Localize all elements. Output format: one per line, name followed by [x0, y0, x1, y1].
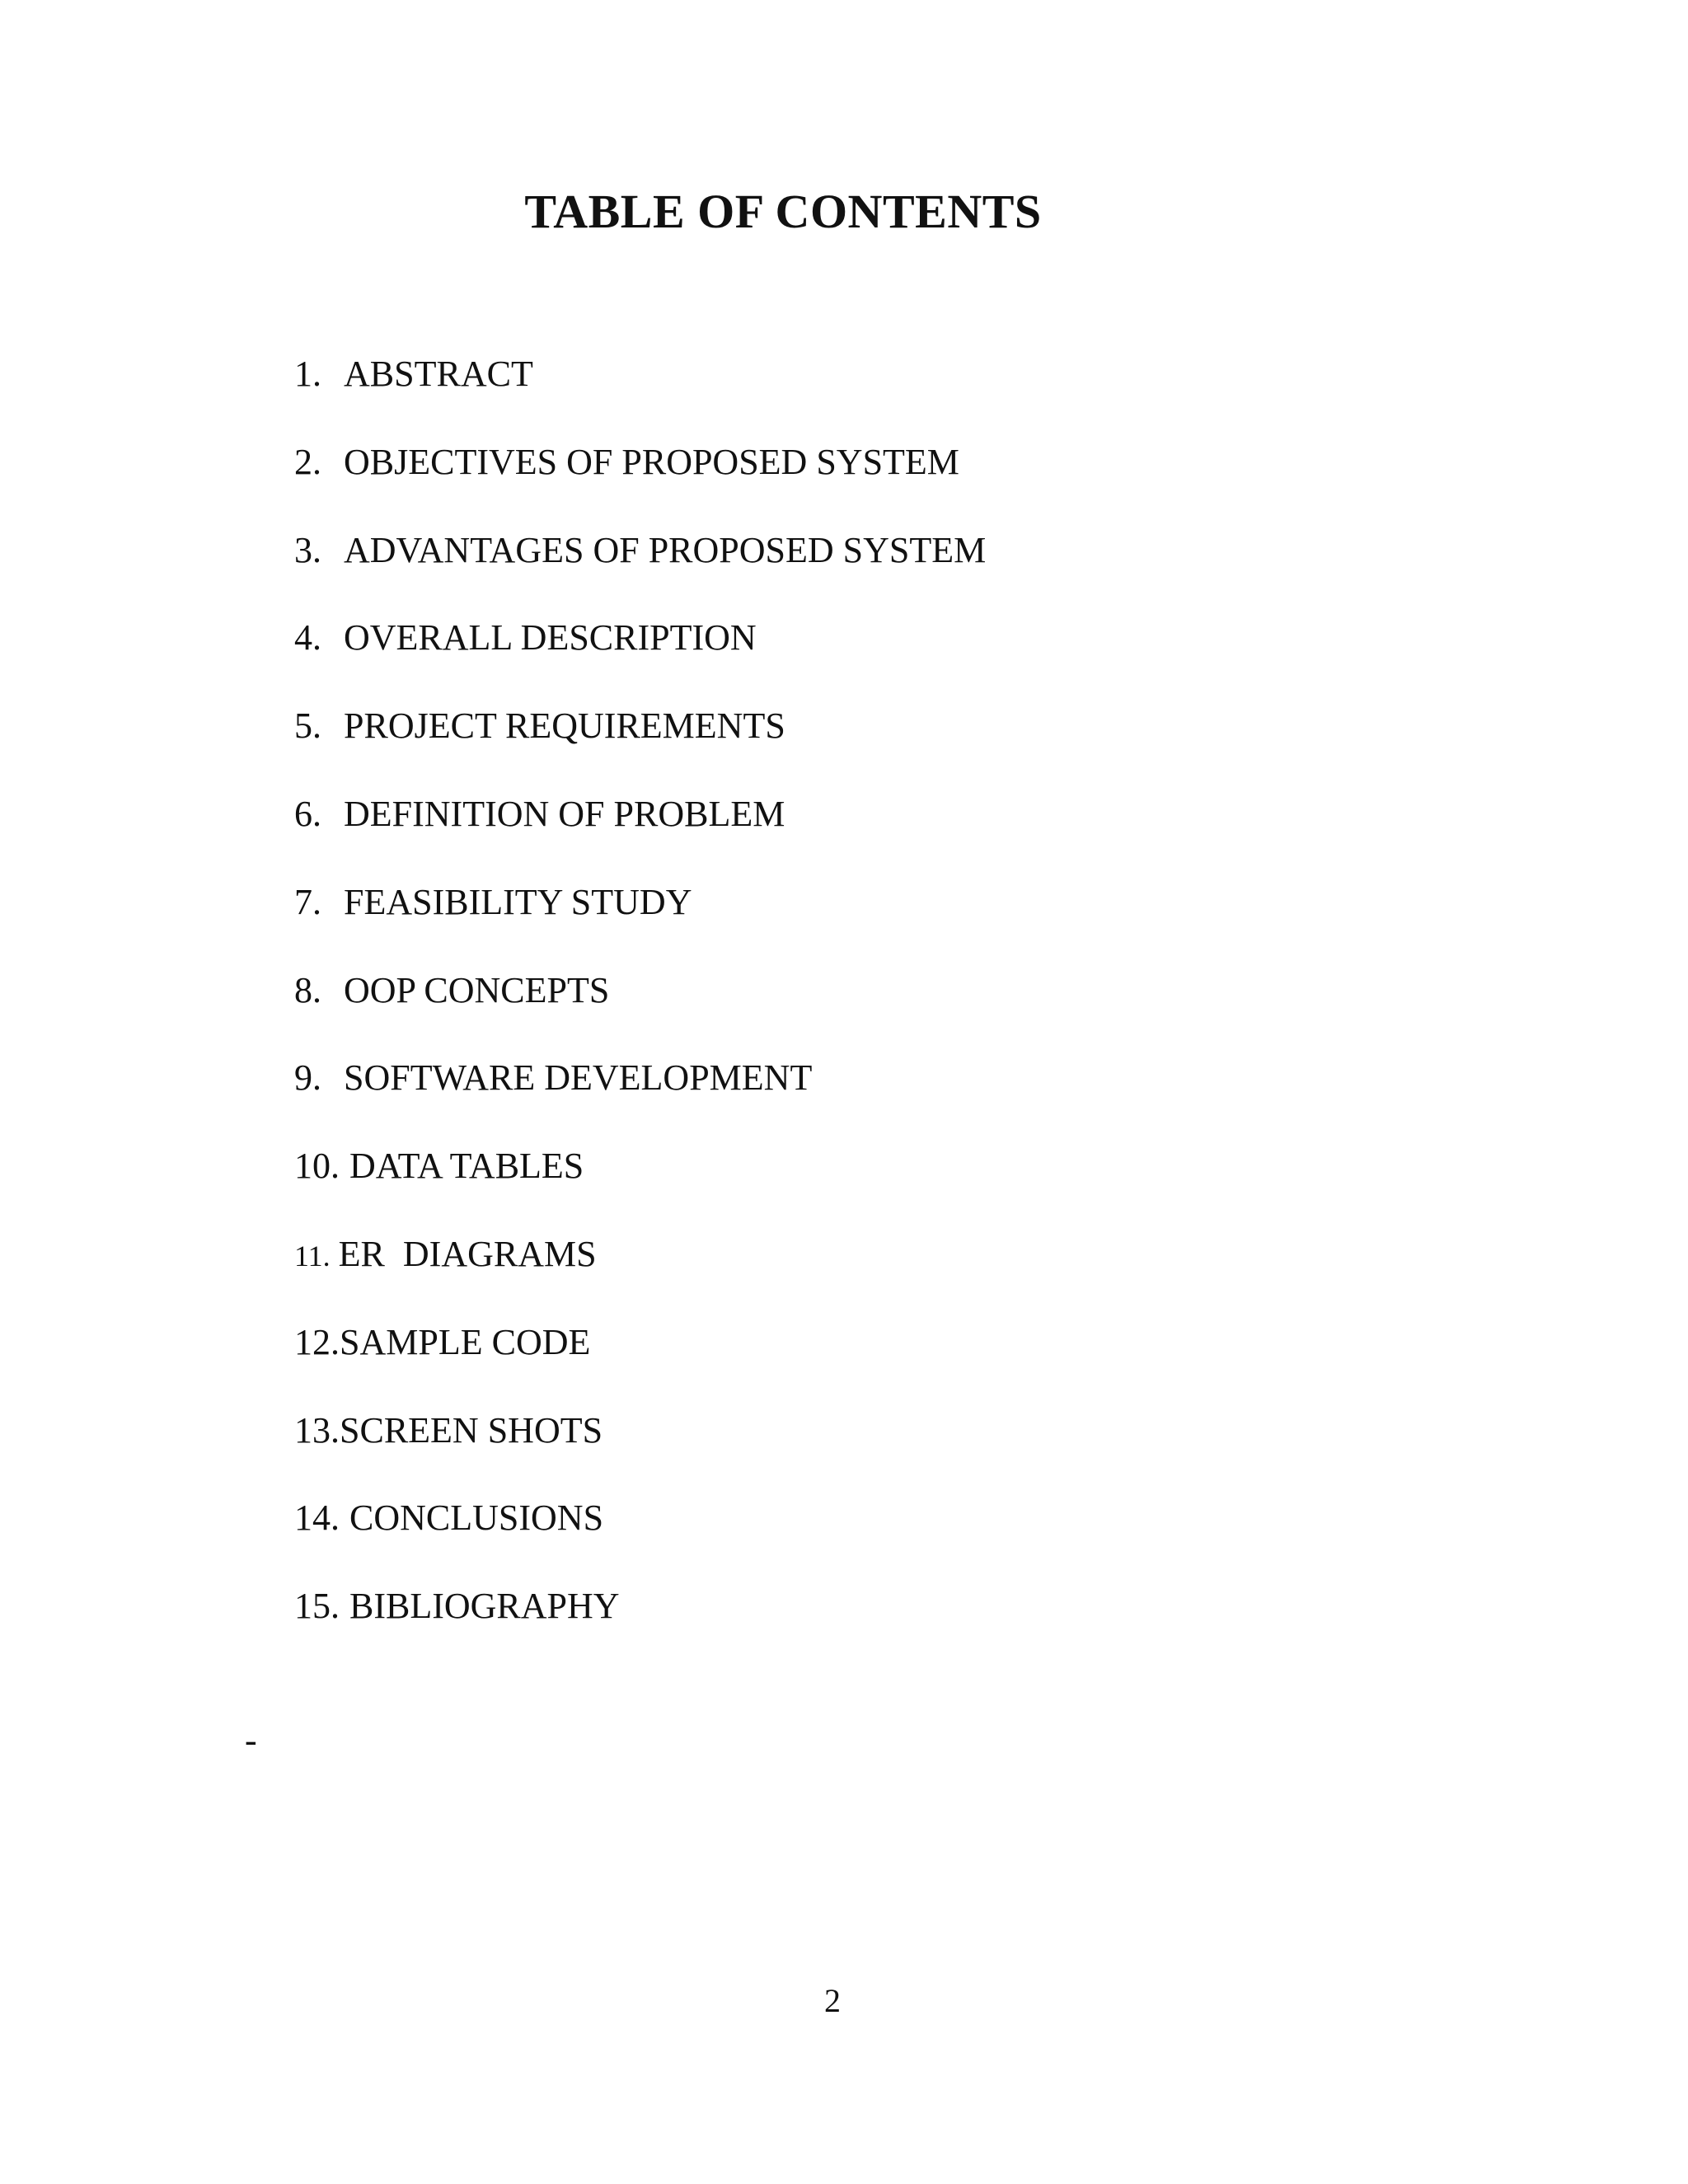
toc-number: 1.: [294, 354, 321, 394]
toc-number: 4.: [294, 617, 321, 658]
toc-item-oop-concepts: [294, 969, 986, 1061]
toc-label: OOP CONCEPTS: [344, 969, 610, 1010]
toc-label: OVERALL DESCRIPTION: [344, 617, 757, 658]
toc-item-feasibility-study: [294, 881, 986, 972]
toc-label: SAMPLE CODE: [340, 1321, 591, 1362]
toc-label: SOFTWARE DEVELOPMENT: [344, 1057, 813, 1099]
toc-item-software-development: [294, 1057, 986, 1148]
toc-label: ABSTRACT: [344, 354, 533, 394]
toc-number: 3.: [294, 529, 321, 570]
toc-label: PROJECT REQUIREMENTS: [344, 705, 785, 747]
toc-item-conclusions: [294, 1497, 986, 1588]
toc-item-project-requirements: [294, 705, 986, 796]
toc-label: BIBLIOGRAPHY: [349, 1586, 620, 1627]
toc-number: 5.: [294, 705, 321, 747]
toc-item-data-tables: [294, 1148, 986, 1236]
toc-number: 10.: [294, 1146, 340, 1187]
toc-item-bibliography: [294, 1588, 986, 1676]
page-number: 2: [824, 1982, 841, 2019]
toc-label: ER DIAGRAMS: [338, 1233, 597, 1274]
toc-number: 12.: [294, 1321, 340, 1362]
toc-label: OBJECTIVES OF PROPOSED SYSTEM: [344, 441, 959, 482]
toc-item-overall-description: [294, 617, 986, 708]
toc-item-abstract: [294, 356, 986, 444]
toc-number: 11.: [294, 1239, 331, 1272]
toc-label: CONCLUSIONS: [349, 1497, 604, 1539]
toc-number: 2.: [294, 441, 321, 482]
toc-number: 8.: [294, 969, 321, 1010]
toc-number: 13.: [294, 1409, 340, 1451]
toc-item-objectives: [294, 441, 986, 532]
toc-item-er-diagrams: [294, 1233, 986, 1324]
toc-number: 7.: [294, 881, 321, 922]
toc-number: 6.: [294, 793, 321, 834]
toc-number: 15.: [294, 1586, 340, 1627]
toc-number: 9.: [294, 1057, 321, 1099]
toc-item-advantages: [294, 529, 987, 621]
stray-dash-mark: -: [245, 1720, 257, 1760]
toc-label: DEFINITION OF PROBLEM: [344, 793, 785, 834]
page-title: TABLE OF CONTENTS: [524, 185, 1042, 238]
toc-number: 14.: [294, 1497, 340, 1539]
toc-label: FEASIBILITY STUDY: [344, 881, 692, 922]
table-of-contents: [294, 356, 986, 1676]
toc-label: SCREEN SHOTS: [340, 1409, 603, 1451]
toc-label: ADVANTAGES OF PROPOSED SYSTEM: [344, 529, 987, 570]
toc-item-definition-of-problem: [294, 793, 986, 884]
toc-label: DATA TABLES: [349, 1146, 584, 1187]
toc-item-screen-shots: [294, 1409, 986, 1501]
toc-item-sample-code: [294, 1321, 986, 1413]
